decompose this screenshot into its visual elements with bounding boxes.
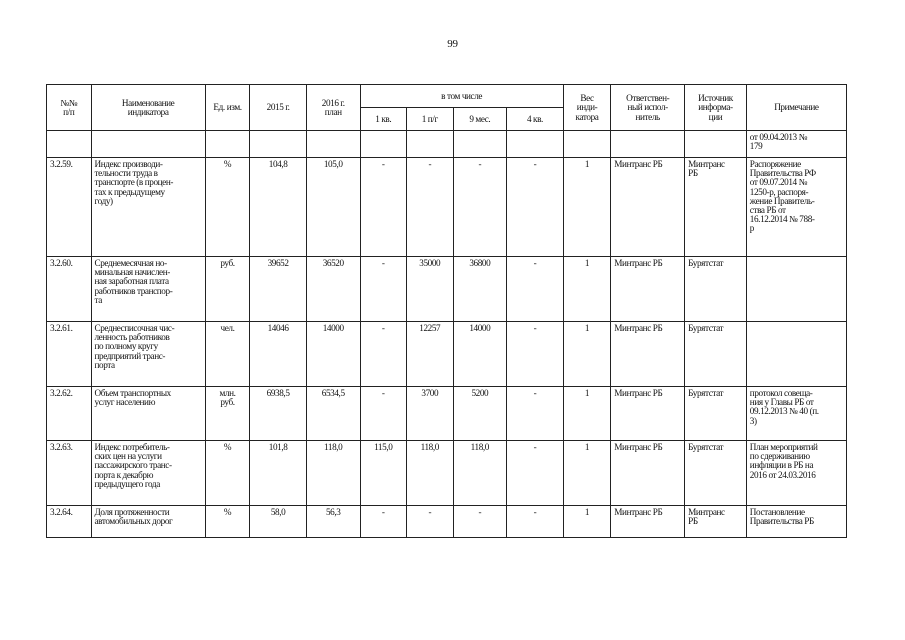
cell-q1: -: [360, 506, 407, 538]
cell-name: Индекс производи- тельности труда в транспорте (в процен- тах к предыдущему году): [91, 158, 205, 257]
header-q1: 1 кв.: [360, 108, 407, 131]
page-number: 99: [447, 38, 458, 50]
table-row: [47, 257, 847, 322]
cell-2016: 105,0: [306, 158, 360, 257]
cell-unit: %: [205, 506, 250, 538]
cell-source: Бурятстат: [685, 387, 747, 441]
cell-9m: -: [453, 506, 507, 538]
header-weight: Вес инди- катора: [563, 85, 611, 131]
cell-2015: 101,8: [250, 441, 307, 506]
cell-unit: %: [205, 158, 250, 257]
table-row: [47, 131, 847, 158]
cell-2016: 36520: [306, 257, 360, 322]
table-row: [47, 158, 847, 257]
cell-h1: 35000: [407, 257, 454, 322]
cell-h1: [407, 131, 454, 158]
cell-h1: 3700: [407, 387, 454, 441]
cell-2016: 56,3: [306, 506, 360, 538]
header-q4: 4 кв.: [507, 108, 564, 131]
cell-responsible: Минтранс РБ: [611, 506, 685, 538]
cell-q4: -: [507, 506, 564, 538]
header-2016-plan: 2016 г. план: [306, 85, 360, 131]
cell-name: Среднесписочная чис- ленность работников по полному кругу предприятий транс- порта: [91, 322, 205, 387]
cell-num: 3.2.62.: [47, 387, 92, 441]
cell-h1: -: [407, 158, 454, 257]
header-source: Источник информа- ции: [685, 85, 747, 131]
cell-weight: 1: [563, 387, 611, 441]
cell-2015: 104,8: [250, 158, 307, 257]
cell-9m: [453, 131, 507, 158]
cell-responsible: Минтранс РБ: [611, 158, 685, 257]
cell-weight: 1: [563, 158, 611, 257]
cell-q1: -: [360, 322, 407, 387]
cell-source: Бурятстат: [685, 441, 747, 506]
cell-num: 3.2.61.: [47, 322, 92, 387]
cell-2016: 14000: [306, 322, 360, 387]
cell-weight: 1: [563, 506, 611, 538]
cell-q4: -: [507, 441, 564, 506]
table-row: [47, 387, 847, 441]
cell-2015: 58,0: [250, 506, 307, 538]
indicators-table: [46, 84, 847, 538]
cell-weight: 1: [563, 441, 611, 506]
header-9m: 9 мес.: [453, 108, 507, 131]
header-note: Примечание: [746, 85, 846, 131]
cell-2016: [306, 131, 360, 158]
cell-responsible: Минтранс РБ: [611, 257, 685, 322]
cell-q1: -: [360, 158, 407, 257]
cell-weight: 1: [563, 257, 611, 322]
cell-h1: 118,0: [407, 441, 454, 506]
cell-2015: 6938,5: [250, 387, 307, 441]
cell-unit: млн. руб.: [205, 387, 250, 441]
cell-q4: -: [507, 322, 564, 387]
cell-h1: 12257: [407, 322, 454, 387]
cell-note: Постановление Правительства РБ: [746, 506, 846, 538]
cell-2015: 39652: [250, 257, 307, 322]
cell-h1: -: [407, 506, 454, 538]
cell-2016: 6534,5: [306, 387, 360, 441]
cell-unit: чел.: [205, 322, 250, 387]
cell-name: Доля протяженности автомобильных дорог: [91, 506, 205, 538]
cell-name: Среднемесячная но- минальная начислен- ная заработная плата работников транспор- та: [91, 257, 205, 322]
cell-responsible: Минтранс РБ: [611, 441, 685, 506]
table-row: [47, 322, 847, 387]
cell-2015: 14046: [250, 322, 307, 387]
cell-q4: -: [507, 257, 564, 322]
header-responsible: Ответствен- ный испол- нитель: [611, 85, 685, 131]
cell-num: 3.2.64.: [47, 506, 92, 538]
cell-num: 3.2.59.: [47, 158, 92, 257]
header-unit: Ед. изм.: [205, 85, 250, 131]
cell-source: Минтранс РБ: [685, 158, 747, 257]
cell-responsible: Минтранс РБ: [611, 387, 685, 441]
header-including: в том числе: [360, 85, 563, 108]
cell-note: План мероприятий по сдерживанию инфляции в РБ на 2016 от 24.03.2016: [746, 441, 846, 506]
cell-responsible: [611, 131, 685, 158]
cell-note: [746, 257, 846, 322]
cell-9m: 118,0: [453, 441, 507, 506]
cell-9m: 5200: [453, 387, 507, 441]
table-row: [47, 506, 847, 538]
cell-name: Объем транспортных услуг населению: [91, 387, 205, 441]
cell-note: от 09.04.2013 № 179: [746, 131, 846, 158]
cell-source: [685, 131, 747, 158]
cell-note: протокол совеща- ния у Главы РБ от 09.12.2013 № 40 (п. 3): [746, 387, 846, 441]
cell-source: Бурятстат: [685, 322, 747, 387]
cell-unit: %: [205, 441, 250, 506]
cell-num: 3.2.60.: [47, 257, 92, 322]
cell-name: [91, 131, 205, 158]
cell-source: Минтранс РБ: [685, 506, 747, 538]
cell-weight: 1: [563, 322, 611, 387]
cell-9m: 36800: [453, 257, 507, 322]
cell-2016: 118,0: [306, 441, 360, 506]
cell-q1: [360, 131, 407, 158]
cell-num: [47, 131, 92, 158]
cell-9m: 14000: [453, 322, 507, 387]
cell-name: Индекс потребитель- ских цен на услуги пассажирского транс- порта к декабрю предыдущего года: [91, 441, 205, 506]
cell-unit: [205, 131, 250, 158]
table-header-row: [47, 85, 847, 108]
header-h1: 1 п/г: [407, 108, 454, 131]
cell-9m: -: [453, 158, 507, 257]
cell-q4: [507, 131, 564, 158]
cell-q1: -: [360, 387, 407, 441]
cell-q1: -: [360, 257, 407, 322]
cell-num: 3.2.63.: [47, 441, 92, 506]
cell-q4: -: [507, 158, 564, 257]
header-num: №№ п/п: [47, 85, 92, 131]
cell-weight: [563, 131, 611, 158]
cell-responsible: Минтранс РБ: [611, 322, 685, 387]
header-2015: 2015 г.: [250, 85, 307, 131]
cell-q4: -: [507, 387, 564, 441]
cell-source: Бурятстат: [685, 257, 747, 322]
cell-note: Распоряжение Правительства РФ от 09.07.2014 № 1250-р, распоря- жение Правитель- ства РБ от 16.12.2014 № 788- р: [746, 158, 846, 257]
header-name: Наименование индикатора: [91, 85, 205, 131]
cell-q1: 115,0: [360, 441, 407, 506]
cell-unit: руб.: [205, 257, 250, 322]
table-row: [47, 441, 847, 506]
cell-2015: [250, 131, 307, 158]
cell-note: [746, 322, 846, 387]
